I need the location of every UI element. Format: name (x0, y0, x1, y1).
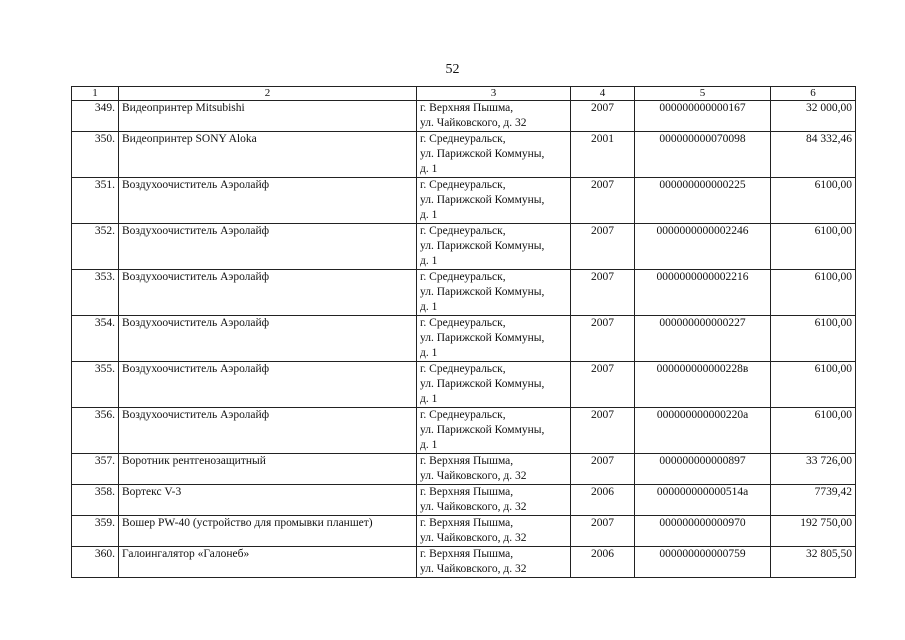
row-number: 354. (72, 316, 119, 362)
item-address: г. Среднеуральск, ул. Парижской Коммуны, д. 1 (417, 178, 571, 224)
row-number: 358. (72, 485, 119, 516)
row-number: 355. (72, 362, 119, 408)
inventory-number: 000000000000897 (635, 454, 771, 485)
table-row (72, 178, 856, 224)
header-row (72, 87, 856, 101)
item-year: 2007 (571, 101, 635, 132)
column-header-2: 2 (119, 87, 417, 101)
item-cost: 6100,00 (771, 270, 856, 316)
row-number: 353. (72, 270, 119, 316)
item-address: г. Верхняя Пышма, ул. Чайковского, д. 32 (417, 454, 571, 485)
inventory-number: 000000000000225 (635, 178, 771, 224)
item-address: г. Верхняя Пышма, ул. Чайковского, д. 32 (417, 547, 571, 578)
item-name: Воздухоочиститель Аэролайф (119, 408, 417, 454)
item-name: Воздухоочиститель Аэролайф (119, 178, 417, 224)
item-cost: 6100,00 (771, 224, 856, 270)
table-row (72, 408, 856, 454)
inventory-number: 0000000000002216 (635, 270, 771, 316)
item-year: 2007 (571, 178, 635, 224)
item-cost: 33 726,00 (771, 454, 856, 485)
item-year: 2006 (571, 547, 635, 578)
page-number: 52 (445, 62, 460, 77)
table-row (72, 101, 856, 132)
item-name: Галоингалятор «Галонеб» (119, 547, 417, 578)
column-header-4: 4 (571, 87, 635, 101)
row-number: 356. (72, 408, 119, 454)
row-number: 349. (72, 101, 119, 132)
row-number: 351. (72, 178, 119, 224)
table-row (72, 316, 856, 362)
inventory-number: 000000000000220а (635, 408, 771, 454)
item-address: г. Среднеуральск, ул. Парижской Коммуны, д. 1 (417, 316, 571, 362)
inventory-number: 000000000000227 (635, 316, 771, 362)
item-name: Вортекс V-3 (119, 485, 417, 516)
item-name: Воздухоочиститель Аэролайф (119, 270, 417, 316)
item-year: 2006 (571, 485, 635, 516)
item-cost: 7739,42 (771, 485, 856, 516)
item-address: г. Среднеуральск, ул. Парижской Коммуны, д. 1 (417, 132, 571, 178)
inventory-number: 0000000000002246 (635, 224, 771, 270)
item-year: 2007 (571, 516, 635, 547)
table-row (72, 224, 856, 270)
table-row (72, 516, 856, 547)
item-name: Видеопринтер SONY Aloka (119, 132, 417, 178)
table-row (72, 454, 856, 485)
inventory-number: 000000000000228в (635, 362, 771, 408)
item-name: Воздухоочиститель Аэролайф (119, 362, 417, 408)
table-row (72, 485, 856, 516)
item-cost: 32 000,00 (771, 101, 856, 132)
inventory-number: 000000000000514а (635, 485, 771, 516)
item-address: г. Верхняя Пышма, ул. Чайковского, д. 32 (417, 516, 571, 547)
inventory-table (71, 86, 856, 578)
item-year: 2001 (571, 132, 635, 178)
item-cost: 192 750,00 (771, 516, 856, 547)
inventory-number: 000000000000970 (635, 516, 771, 547)
item-year: 2007 (571, 454, 635, 485)
item-address: г. Среднеуральск, ул. Парижской Коммуны, д. 1 (417, 270, 571, 316)
item-address: г. Среднеуральск, ул. Парижской Коммуны, д. 1 (417, 362, 571, 408)
item-cost: 32 805,50 (771, 547, 856, 578)
item-cost: 6100,00 (771, 362, 856, 408)
item-name: Воздухоочиститель Аэролайф (119, 224, 417, 270)
item-address: г. Верхняя Пышма, ул. Чайковского, д. 32 (417, 485, 571, 516)
inventory-number: 000000000000167 (635, 101, 771, 132)
table-row (72, 547, 856, 578)
table-body (72, 101, 856, 578)
item-year: 2007 (571, 408, 635, 454)
item-name: Воздухоочиститель Аэролайф (119, 316, 417, 362)
column-header-6: 6 (771, 87, 856, 101)
item-name: Воротник рентгенозащитный (119, 454, 417, 485)
item-address: г. Среднеуральск, ул. Парижской Коммуны, д. 1 (417, 408, 571, 454)
item-year: 2007 (571, 362, 635, 408)
item-cost: 6100,00 (771, 178, 856, 224)
item-address: г. Среднеуральск, ул. Парижской Коммуны, д. 1 (417, 224, 571, 270)
item-year: 2007 (571, 224, 635, 270)
item-year: 2007 (571, 270, 635, 316)
item-cost: 84 332,46 (771, 132, 856, 178)
table-row (72, 270, 856, 316)
row-number: 360. (72, 547, 119, 578)
row-number: 352. (72, 224, 119, 270)
table-header (72, 87, 856, 101)
inventory-number: 000000000000759 (635, 547, 771, 578)
item-name: Вошер PW-40 (устройство для промывки планшет) (119, 516, 417, 547)
item-year: 2007 (571, 316, 635, 362)
column-header-1: 1 (72, 87, 119, 101)
inventory-number: 000000000070098 (635, 132, 771, 178)
item-cost: 6100,00 (771, 408, 856, 454)
item-name: Видеопринтер Mitsubishi (119, 101, 417, 132)
table-row (72, 362, 856, 408)
table-row (72, 132, 856, 178)
column-header-3: 3 (417, 87, 571, 101)
row-number: 357. (72, 454, 119, 485)
column-header-5: 5 (635, 87, 771, 101)
item-cost: 6100,00 (771, 316, 856, 362)
item-address: г. Верхняя Пышма, ул. Чайковского, д. 32 (417, 101, 571, 132)
row-number: 359. (72, 516, 119, 547)
row-number: 350. (72, 132, 119, 178)
